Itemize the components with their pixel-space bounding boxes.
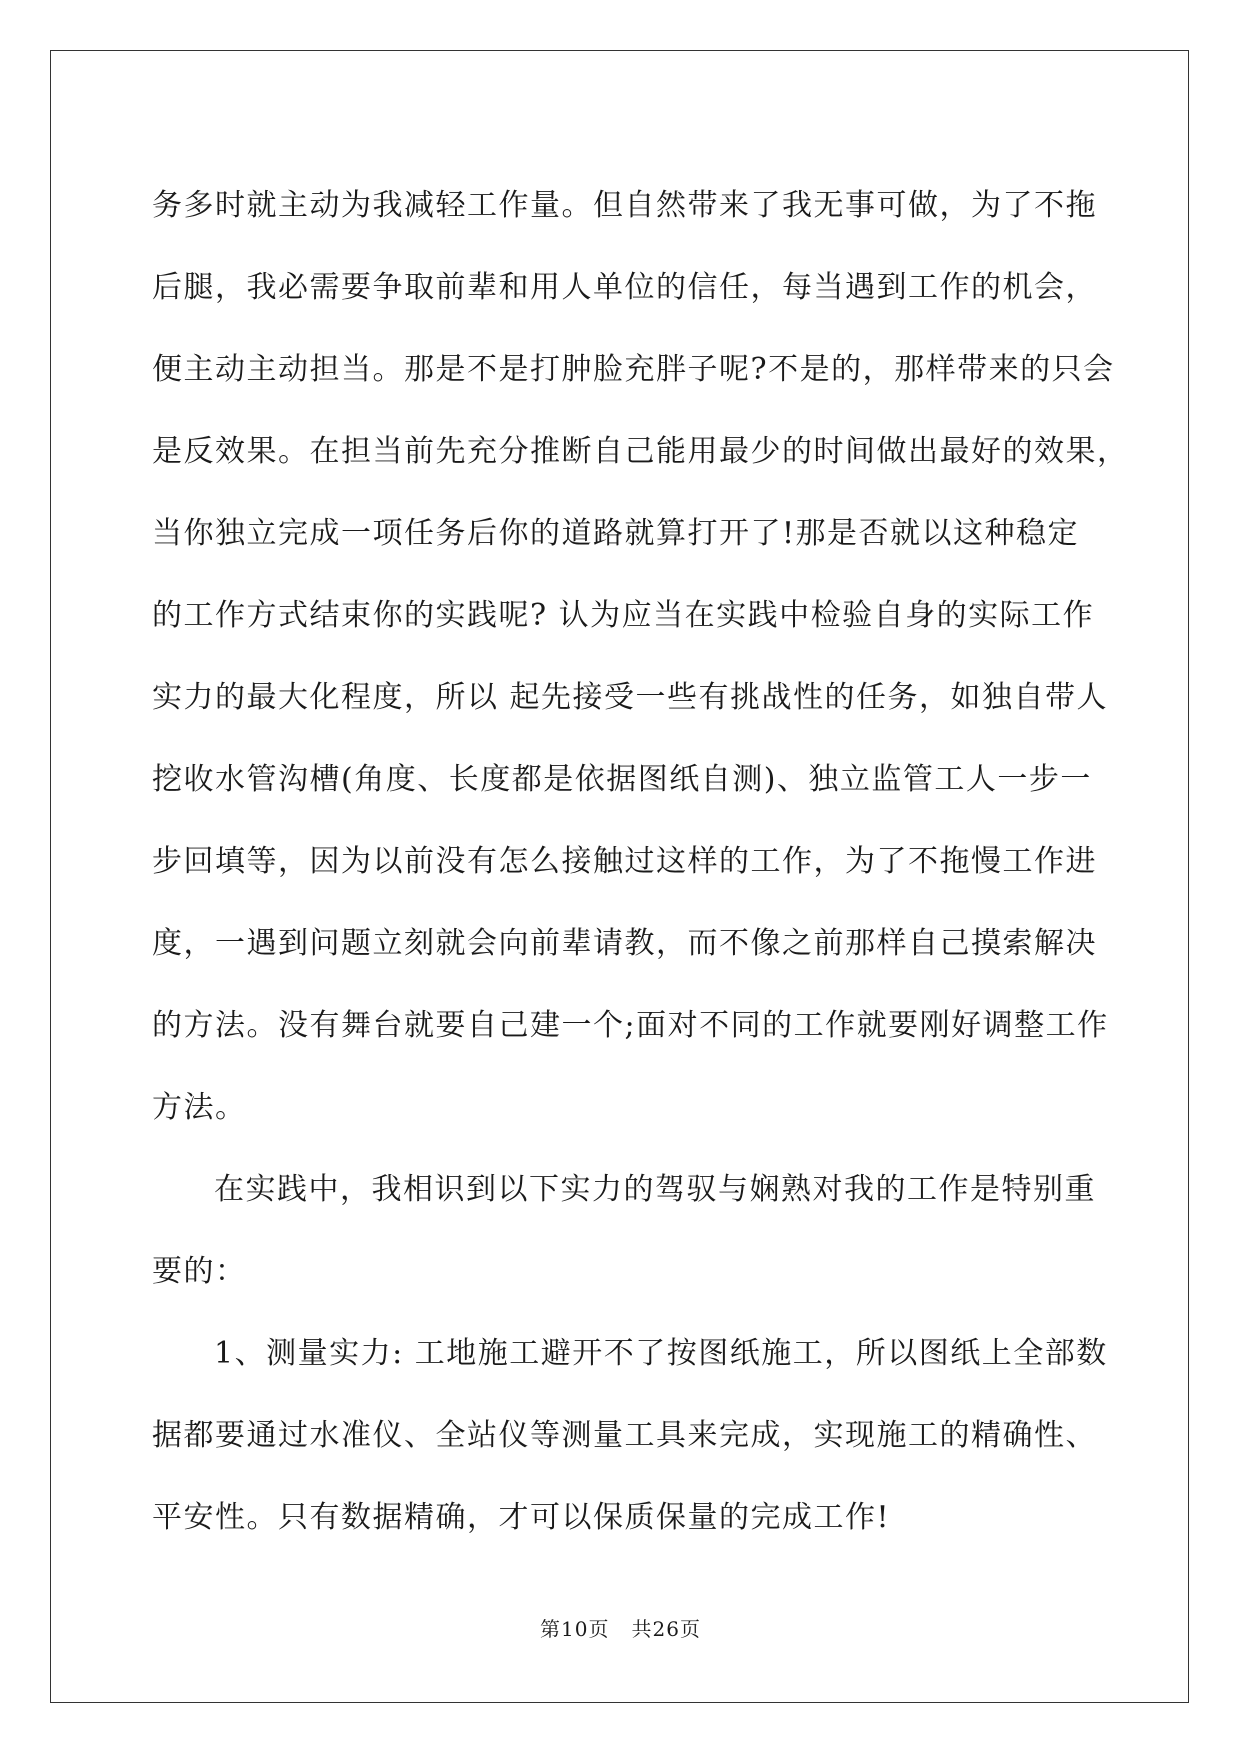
document-body <box>152 165 1129 1559</box>
body-line: 方法。 <box>152 1090 247 1125</box>
body-line: 实力的最大化程度，所以 起先接受一些有挑战性的任务，如独自带人 <box>152 680 1109 715</box>
body-line: 据都要通过水准仪、全站仪等测量工具来完成，实现施工的精确性、 <box>152 1418 1097 1453</box>
total-page-count: 共26页 <box>631 1617 701 1641</box>
page-footer <box>0 1615 1241 1643</box>
body-line: 挖收水管沟槽(角度、长度都是依据图纸自测)、独立监管工人一步一 <box>152 762 1092 797</box>
body-line: 务多时就主动为我减轻工作量。但自然带来了我无事可做，为了不拖 <box>152 188 1097 223</box>
body-line: 后腿，我必需要争取前辈和用人单位的信任，每当遇到工作的机会， <box>152 270 1097 305</box>
paragraph-start-line: 1、测量实力: 工地施工避开不了按图纸施工，所以图纸上全部数 <box>214 1336 1108 1371</box>
current-page-number: 第10页 <box>540 1617 610 1641</box>
body-line: 步回填等，因为以前没有怎么接触过这样的工作，为了不拖慢工作进 <box>152 844 1097 879</box>
body-line: 平安性。只有数据精确，才可以保质保量的完成工作! <box>152 1500 891 1535</box>
paragraph-start-line: 在实践中，我相识到以下实力的驾驭与娴熟对我的工作是特别重 <box>214 1172 1096 1207</box>
body-line: 便主动主动担当。那是不是打肿脸充胖子呢?不是的，那样带来的只会 <box>152 352 1115 387</box>
body-line: 的方法。没有舞台就要自己建一个;面对不同的工作就要刚好调整工作 <box>152 1008 1109 1043</box>
body-line: 度，一遇到问题立刻就会向前辈请教，而不像之前那样自己摸索解决 <box>152 926 1097 961</box>
body-line: 要的： <box>152 1254 247 1289</box>
body-line: 当你独立完成一项任务后你的道路就算打开了!那是否就以这种稳定 <box>152 516 1080 551</box>
body-line: 是反效果。在担当前先充分推断自己能用最少的时间做出最好的效果， <box>152 434 1129 469</box>
body-line: 的工作方式结束你的实践呢? 认为应当在实践中检验自身的实际工作 <box>152 598 1095 633</box>
